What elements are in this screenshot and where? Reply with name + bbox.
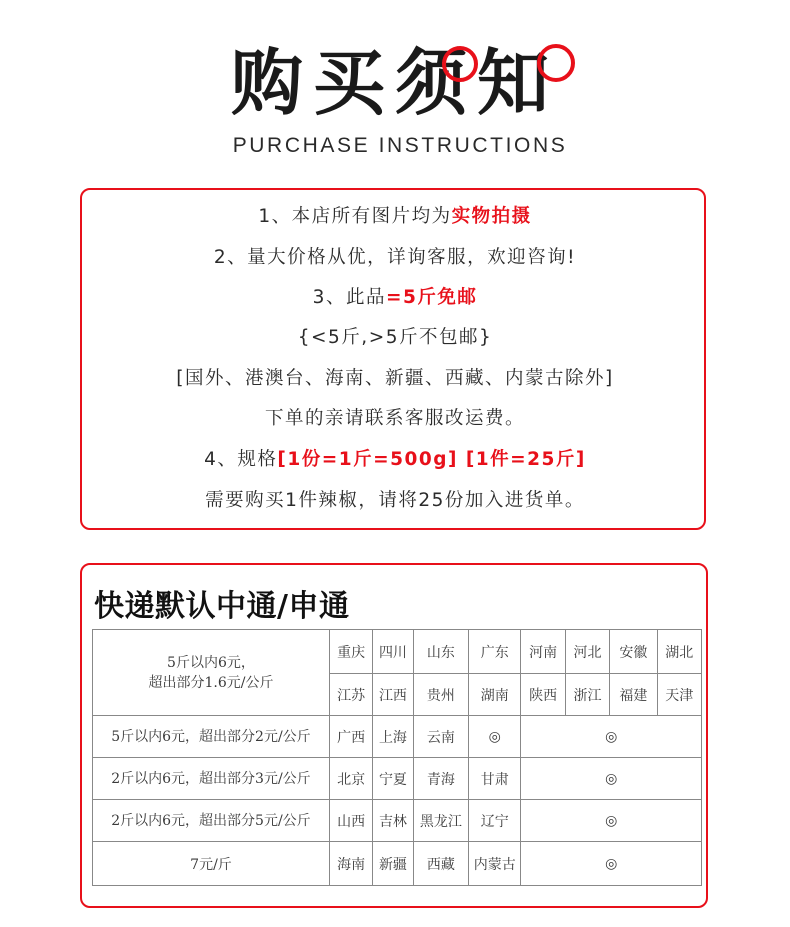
shipping-rate-table (92, 629, 702, 886)
region-cell: 江苏 (329, 674, 372, 716)
region-cell: 青海 (413, 758, 468, 800)
notice-line-7-text: 4、规格 (204, 449, 278, 470)
region-cell: 陕西 (521, 674, 565, 716)
notice-line-4 (82, 325, 708, 351)
table-row (93, 842, 702, 886)
region-cell: 海南 (329, 842, 372, 886)
rate-desc: 2斤以内6元，超出部分3元/公斤 (93, 758, 330, 800)
region-cell: 上海 (373, 716, 413, 758)
rate-desc: 5斤以内6元， 超出部分1.6元/公斤 (93, 630, 330, 716)
rate-desc: 5斤以内6元，超出部分2元/公斤 (93, 716, 330, 758)
region-cell: 广西 (329, 716, 372, 758)
region-cell: 辽宁 (469, 800, 521, 842)
notice-line-3 (82, 285, 708, 311)
notice-box (80, 188, 706, 530)
region-cell: 内蒙古 (469, 842, 521, 886)
page-subtitle: PURCHASE INSTRUCTIONS (232, 134, 568, 157)
notice-line-1 (82, 204, 708, 230)
notice-line-7 (82, 447, 708, 473)
notice-line-6-text: 下单的亲请联系客服改运费。 (264, 408, 525, 429)
region-cell: 山西 (329, 800, 372, 842)
express-box (80, 563, 708, 908)
rate-desc: 2斤以内6元，超出部分5元/公斤 (93, 800, 330, 842)
region-cell: 北京 (329, 758, 372, 800)
notice-line-7-highlight: [1份=1斤=500g] [1件=25斤] (277, 449, 586, 470)
region-cell: 宁夏 (373, 758, 413, 800)
region-cell: 黑龙江 (413, 800, 468, 842)
region-cell: 安徽 (610, 630, 657, 674)
notice-line-5-text: [国外、港澳台、海南、新疆、西藏、内蒙古除外] (176, 368, 614, 389)
region-cell: 新疆 (373, 842, 413, 886)
notice-line-1-highlight: 实物拍摄 (451, 206, 532, 227)
region-cell: 甘肃 (469, 758, 521, 800)
notice-line-3-text: 3、此品 (312, 287, 386, 308)
merged-cell: ◎ (521, 716, 702, 758)
notice-line-8 (82, 488, 708, 514)
express-title: 快递默认中通/申通 (94, 589, 350, 624)
region-cell: 福建 (610, 674, 657, 716)
region-cell: 湖南 (469, 674, 521, 716)
region-cell: 云南 (413, 716, 468, 758)
page-title: 购买须知 (230, 40, 559, 125)
merged-cell: ◎ (521, 842, 702, 886)
region-cell: 四川 (373, 630, 413, 674)
region-cell: 浙江 (565, 674, 609, 716)
region-cell: 山东 (413, 630, 468, 674)
region-cell: 江西 (373, 674, 413, 716)
region-cell: 重庆 (329, 630, 372, 674)
notice-line-2 (82, 245, 708, 271)
table-row (93, 758, 702, 800)
notice-line-5 (82, 366, 708, 392)
region-cell: 湖北 (657, 630, 701, 674)
region-cell: 西藏 (413, 842, 468, 886)
rate-desc: 7元/斤 (93, 842, 330, 886)
decor-circle-left (442, 46, 478, 82)
region-cell: 河北 (565, 630, 609, 674)
merged-cell: ◎ (521, 758, 702, 800)
notice-line-6 (82, 406, 708, 432)
decor-circle-right (537, 44, 575, 82)
table-row (93, 630, 702, 674)
table-row (93, 800, 702, 842)
region-cell: 天津 (657, 674, 701, 716)
region-cell: ◎ (469, 716, 521, 758)
region-cell: 吉林 (373, 800, 413, 842)
notice-line-2-text: 2、量大价格从优，详询客服，欢迎咨询! (213, 247, 577, 268)
region-cell: 广东 (469, 630, 521, 674)
notice-line-1-text: 1、本店所有图片均为 (258, 206, 452, 227)
region-cell: 贵州 (413, 674, 468, 716)
notice-line-3-highlight: =5斤免邮 (385, 287, 478, 308)
notice-line-4-text: {<5斤,>5斤不包邮} (297, 327, 493, 348)
merged-cell: ◎ (521, 800, 702, 842)
region-cell: 河南 (521, 630, 565, 674)
notice-line-8-text: 需要购买1件辣椒，请将25份加入进货单。 (205, 490, 585, 511)
table-row (93, 716, 702, 758)
